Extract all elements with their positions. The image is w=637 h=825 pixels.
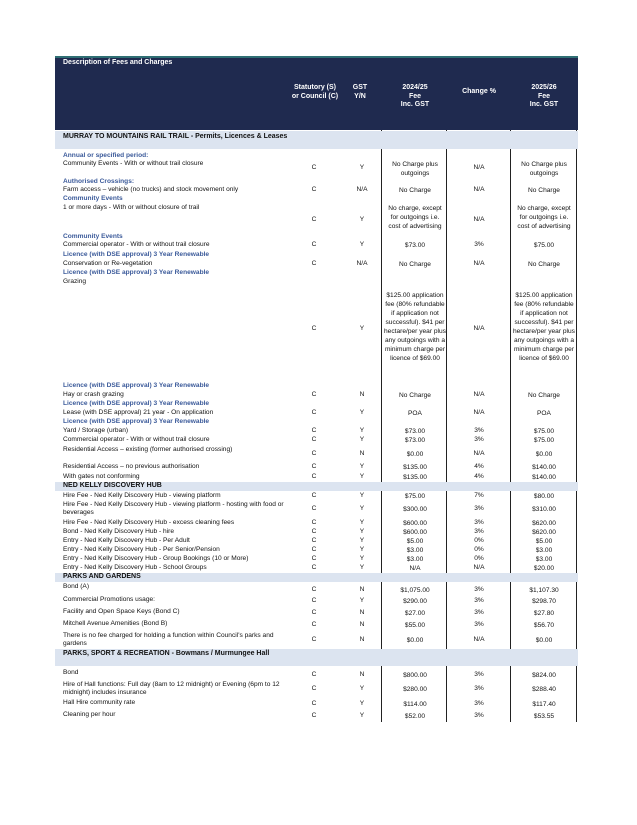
section-parks-gardens: PARKS AND GARDENS [55, 573, 578, 582]
subhead-licence-4: Licence (with DSE approval) 3 Year Renewable [63, 400, 210, 407]
col-fee-2024: 2024/25 Fee Inc. GST [400, 84, 430, 108]
grazing-label: Grazing [63, 278, 87, 285]
section-ned-kelly: NED KELLY DISCOVERY HUB [55, 482, 578, 491]
subhead-licence-5: Licence (with DSE approval) 3 Year Renewable [63, 418, 210, 425]
col-statutory: Statutory (S) or Council (C) [291, 84, 339, 100]
section-murray: MURRAY TO MOUNTAINS RAIL TRAIL - Permits, Licences & Leases [55, 131, 578, 149]
subhead-licence-1: Licence (with DSE approval) 3 Year Renewable [63, 251, 210, 258]
subhead-events-1: Community Events [63, 195, 123, 202]
col-gst: GST Y/N [352, 84, 368, 100]
subhead-licence-3: Licence (with DSE approval) 3 Year Renewable [63, 382, 210, 389]
subhead-licence-2: Licence (with DSE approval) 3 Year Renewable [63, 269, 210, 276]
subhead-annual: Annual or specified period: [63, 152, 149, 159]
col-fee-2025: 2025/26 Fee Inc. GST [529, 84, 559, 108]
col-change: Change % [462, 88, 496, 95]
table-header [55, 58, 578, 130]
subhead-events-2: Community Events [63, 233, 123, 240]
subhead-crossings: Authorised Crossings: [63, 178, 135, 185]
section-sport-recreation: PARKS, SPORT & RECREATION - Bowmans / Murmungee Hall [55, 649, 578, 666]
table-title: Description of Fees and Charges [63, 59, 173, 66]
